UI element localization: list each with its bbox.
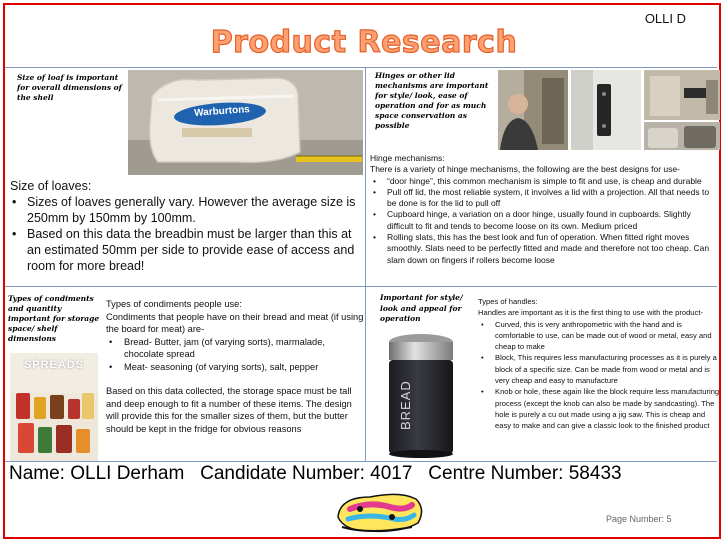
loaf-bullet-list bbox=[10, 194, 360, 274]
handles-bullet: • Knob or hole, these again like the block require less manufacturing process (except the knob can also be made by sandcasting). The hole is purely a cu out made using a jig saw. This is cheap and easy to make and can give a classic look to the finished product bbox=[478, 386, 720, 431]
loaf-bullet: • Based on this data the breadbin must be larger than this at an estimated 50mm per side to provide ease of access and room for more bread! bbox=[10, 226, 360, 274]
loaf-bullet: • Sizes of loaves generally vary. However the average size is 250mm by 150mm by 100mm. bbox=[10, 194, 360, 226]
hinge-photo-bins-drawing bbox=[644, 122, 720, 150]
hinge-photo-door-drawing bbox=[571, 70, 641, 150]
loaf-photo-drawing bbox=[128, 70, 363, 175]
hinges-bullet: • Cupboard hinge, a variation on a door hinge, usually found in cupboards. Slightly difficult to fit and tends to become loose on its own. Medium priced bbox=[370, 209, 718, 232]
hinge-photo-cupboard bbox=[644, 70, 720, 120]
bread-bin-photo-drawing bbox=[372, 328, 470, 461]
hinge-photo-bins bbox=[644, 122, 720, 150]
bottom-divider bbox=[5, 461, 717, 462]
center-divider bbox=[365, 67, 366, 461]
condiments-conclusion: Based on this data collected, the storage space must be tall and deep enough to fit a number of these items. The design will provide this for the smaller sizes of them, but the butter should be kept in the fridge for obvious reasons bbox=[106, 386, 352, 434]
condiments-heading: Types of condiments people use: bbox=[106, 299, 242, 309]
top-divider bbox=[5, 67, 717, 68]
hinges-text bbox=[370, 153, 718, 266]
condiments-text bbox=[106, 298, 364, 435]
student-name: Name: OLLI Derham bbox=[9, 463, 185, 484]
hinges-intro: There is a variety of hinge mechanisms, the following are the best designs for use- bbox=[370, 164, 680, 175]
author-initials: OLLI D bbox=[644, 11, 686, 26]
graffiti-logo bbox=[330, 487, 428, 537]
hinges-bullet: • “door hinge”, this common mechanism is simple to fit and use, is cheap and durable bbox=[370, 176, 718, 187]
condiments-photo-caption: SPREADS bbox=[23, 359, 85, 371]
hinge-photo-cupboard-drawing bbox=[644, 70, 720, 120]
hinge-photo-person bbox=[498, 70, 568, 150]
hinges-heading: Hinge mechanisms: bbox=[370, 153, 445, 163]
handles-bullet-list bbox=[478, 319, 720, 432]
handles-bullet: • Curved, this is very anthropometric with the hand and is comfortable to use, can be made out of wood or metal, easy and cheap to make bbox=[478, 319, 720, 353]
page-title: Product Research bbox=[210, 25, 518, 60]
condiments-bullet: • Meat- seasoning (of varying sorts), salt, pepper bbox=[106, 361, 364, 374]
loaf-photo-brand: Warburtons bbox=[193, 104, 251, 119]
condiments-intro: Condiments that people have on their bread and meat (if using the board for meat) are- bbox=[106, 311, 364, 334]
bread-bin-photo bbox=[372, 328, 470, 461]
handles-bullet: • Block, This requires less manufacturing processes as it is purely a block of a specific size. Can be made from wood or metal and is very cheap and easy to manufacture bbox=[478, 352, 720, 386]
hinges-note: Hinges or other lid mechanisms are important for style/ look, ease of operation and for as much space conservation as possible bbox=[375, 71, 489, 130]
hinge-photo-door bbox=[571, 70, 641, 150]
middle-divider bbox=[5, 286, 717, 287]
loaf-note: Size of loaf is important for overall dimensions of the shell bbox=[17, 73, 122, 102]
hinge-photo-person-drawing bbox=[498, 70, 568, 150]
condiments-photo bbox=[10, 353, 98, 461]
handles-intro: Handles are important as it is the first thing to use with the product- bbox=[478, 308, 703, 318]
bread-bin-label: BREAD bbox=[398, 380, 413, 430]
condiments-note: Types of condiments and quantity important for storage space/ shelf dimensions bbox=[8, 294, 100, 343]
condiments-bullet-list bbox=[106, 336, 364, 374]
loaf-text bbox=[10, 178, 360, 274]
condiments-bullet: • Bread- Butter, jam (of varying sorts), marmalade, chocolate spread bbox=[106, 336, 364, 361]
candidate-number: Candidate Number: 4017 bbox=[200, 463, 413, 484]
handles-heading: Types of handles: bbox=[478, 297, 538, 306]
centre-number: Centre Number: 58433 bbox=[428, 463, 622, 484]
hinges-bullet: • Rolling slats, this has the best look and fun of operation. When fitted right moves smoothly. Slats need to be perfectly fitted and made and therefore not too cheap. Can slam down on fingers if rollers become loose bbox=[370, 232, 718, 266]
loaf-photo bbox=[128, 70, 363, 175]
hinges-bullet: • Pull off lid, the most reliable system, it involves a lid with a projection. All that needs to be done is for the lid to pull off bbox=[370, 187, 718, 210]
hinges-bullet-list bbox=[370, 176, 718, 266]
page-number: Page Number: 5 bbox=[606, 514, 672, 524]
handles-text bbox=[478, 296, 720, 432]
handles-note: Important for style/ look and appeal for operation bbox=[380, 293, 463, 323]
loaf-heading: Size of loaves: bbox=[10, 179, 92, 193]
footer-details bbox=[9, 463, 622, 485]
